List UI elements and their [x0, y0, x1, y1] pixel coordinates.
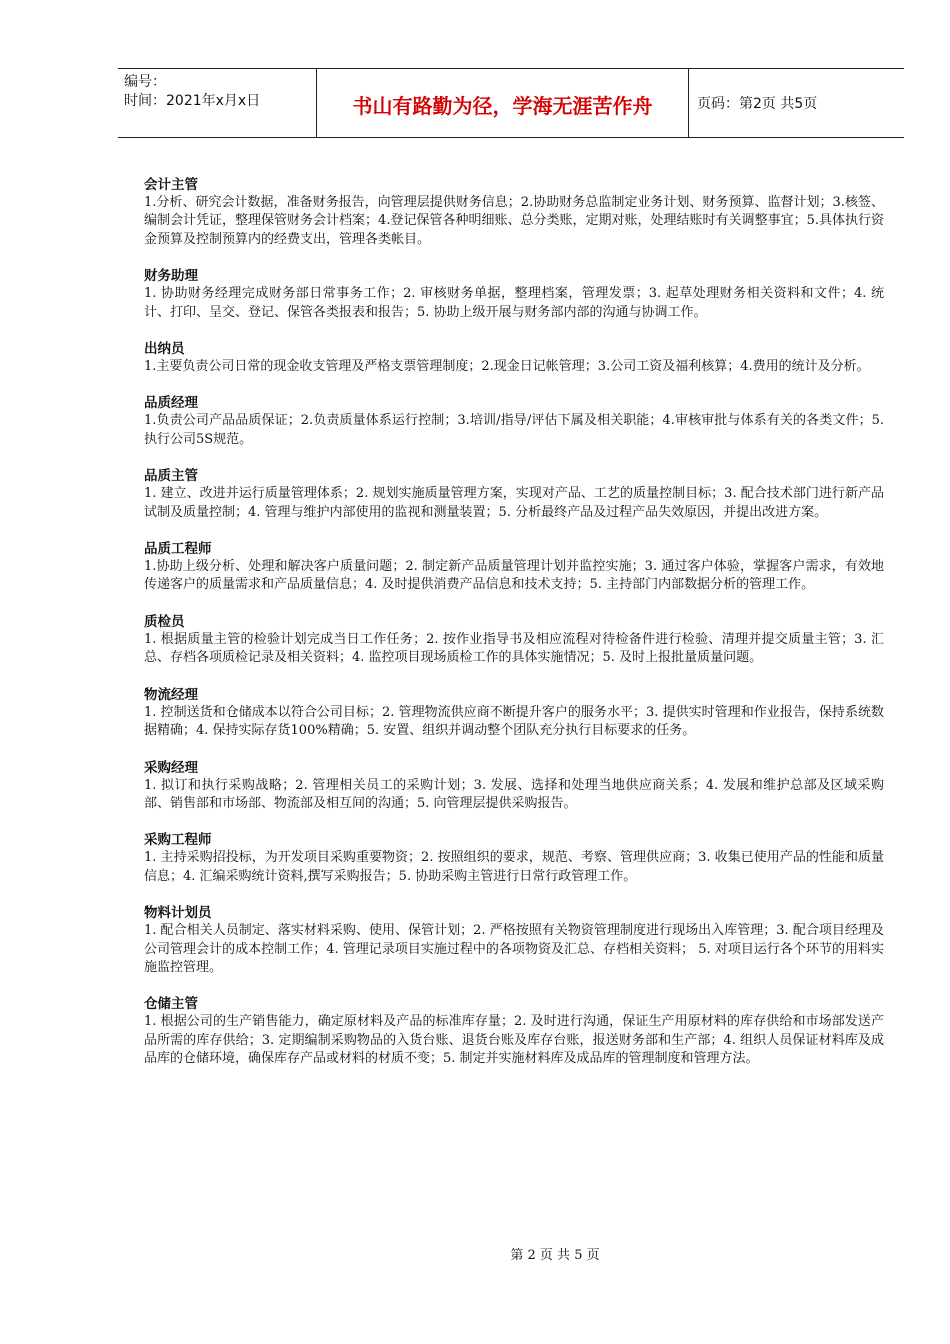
section-body: 1. 配合相关人员制定、落实材料采购、使用、保管计划；2. 严格按照有关物资管理制度进行现场出入库管理；3. 配合项目经理及公司管理会计的成本控制工作；4. 管理记录项目实施过程中的各项物资及汇总、存档相关资料； 5. 对项目运行各个环节的用料实施监控管理。: [144, 923, 884, 975]
section-title: 质检员: [144, 613, 185, 630]
section-body: 1. 建立、改进并运行质量管理体系；2. 规划实施质量管理方案，实现对产品、工艺的质量控制目标；3. 配合技术部门进行新产品试制及质量控制；4. 管理与维护内部使用的监视和测量装置；5. 分析最终产品及过程产品失效原因，并提出改进方案。: [144, 486, 884, 520]
section-material-planner: [144, 904, 884, 977]
header-motto: 书山有路勤为径，学海无涯苦作舟: [316, 69, 689, 137]
section-body: 1. 主持采购招投标，为开发项目采购重要物资；2. 按照组织的要求，规范、考察、管理供应商；3. 收集已使用产品的性能和质量信息；4. 汇编采购统计资料,撰写采购报告；5. 协助采购主管进行日常行政管理工作。: [144, 850, 884, 884]
section-purchasing-engineer: [144, 831, 884, 886]
document-number-label: 编号：: [124, 74, 166, 90]
section-cashier: [144, 340, 884, 376]
section-accounting-supervisor: [144, 176, 884, 249]
section-title: 出纳员: [144, 341, 185, 358]
section-title: 仓储主管: [144, 996, 198, 1013]
header-page-label: 页码：第2页 共5页: [697, 96, 818, 112]
page-footer: 第 2 页 共 5 页: [510, 1248, 600, 1263]
section-finance-assistant: [144, 267, 884, 322]
section-body: 1.分析、研究会计数据，准备财务报告，向管理层提供财务信息；2.协助财务总监制定业务计划、财务预算、监督计划；3.核签、编制会计凭证，整理保管财务会计档案；4.登记保管各种明细账、总分类账，定期对账，处理结账时有关调整事宜；5.具体执行资金预算及控制预算内的经费支出，管理各类帐目。: [144, 195, 884, 247]
section-quality-inspector: [144, 613, 884, 668]
section-title: 品质工程师: [144, 541, 212, 558]
document-time-label: 时间：2021年x月x日: [124, 93, 261, 109]
section-title: 物料计划员: [144, 905, 212, 922]
section-title: 品质经理: [144, 395, 198, 412]
section-title: 物流经理: [144, 686, 198, 703]
section-body: 1. 控制送货和仓储成本以符合公司目标；2. 管理物流供应商不断提升客户的服务水平；3. 提供实时管理和作业报告，保持系统数据精确；4. 保持实际存货100%精确；5. 安置、组织并调动整个团队充分执行目标要求的任务。: [144, 704, 884, 739]
section-body: 1. 拟订和执行采购战略；2. 管理相关员工的采购计划；3. 发展、选择和处理当地供应商关系；4. 发展和维护总部及区域采购部、销售部和市场部、物流部及相互间的沟通；5. 向管理层提供采购报告。: [144, 777, 884, 811]
section-body: 1.负责公司产品品质保证；2.负责质量体系运行控制；3.培训/指导/评估下属及相关职能；4.审核审批与体系有关的各类文件；5.执行公司5S规范。: [144, 413, 884, 447]
page-header: [118, 68, 904, 138]
section-title: 会计主管: [144, 177, 198, 193]
section-title: 采购经理: [144, 759, 198, 776]
section-quality-engineer: [144, 540, 884, 595]
section-logistics-manager: [144, 686, 884, 741]
section-purchasing-manager: [144, 759, 884, 814]
section-body: 1. 协助财务经理完成财务部日常事务工作；2. 审核财务单据，整理档案，管理发票；3. 起草处理财务相关资料和文件；4. 统计、打印、呈交、登记、保管各类报表和报告；5. 协助上级开展与财务部内部的沟通与协调工作。: [144, 286, 884, 320]
section-title: 品质主管: [144, 468, 198, 485]
section-body: 1. 根据质量主管的检验计划完成当日工作任务；2. 按作业指导书及相应流程对待检备件进行检验、清理并提交质量主管；3. 汇总、存档各项质检记录及相关资料；4. 监控项目现场质检工作的具体实施情况；5. 及时上报批量质量问题。: [144, 631, 884, 666]
section-title: 采购工程师: [144, 832, 212, 849]
section-body: 1.主要负责公司日常的现金收支管理及严格支票管理制度；2.现金日记帐管理；3.公司工资及福利核算；4.费用的统计及分析。: [144, 359, 870, 375]
section-quality-supervisor: [144, 467, 884, 522]
section-quality-manager: [144, 394, 884, 449]
section-body: 1.协助上级分析、处理和解决客户质量问题；2. 制定新产品质量管理计划并监控实施；3. 通过客户体验，掌握客户需求，有效地传递客户的质量需求和产品质量信息；4. 及时提供消费产品信息和技术支持；5. 主持部门内部数据分析的管理工作。: [144, 559, 884, 593]
section-title: 财务助理: [144, 268, 198, 285]
document-body: [144, 176, 884, 1087]
header-meta: [118, 69, 316, 137]
section-warehouse-supervisor: [144, 995, 884, 1068]
section-body: 1. 根据公司的生产销售能力，确定原材料及产品的标准库存量；2. 及时进行沟通，保证生产用原材料的库存供给和市场部发送产品所需的库存供给；3. 定期编制采购物品的入货台账、退货台账及库存台账，报送财务部和生产部；4. 组织人员保证材料库及成品库的仓储环境，确保库存产品或材料的材质不变；5. 制定并实施材料库及成品库的管理制度和管理方法。: [144, 1014, 884, 1067]
